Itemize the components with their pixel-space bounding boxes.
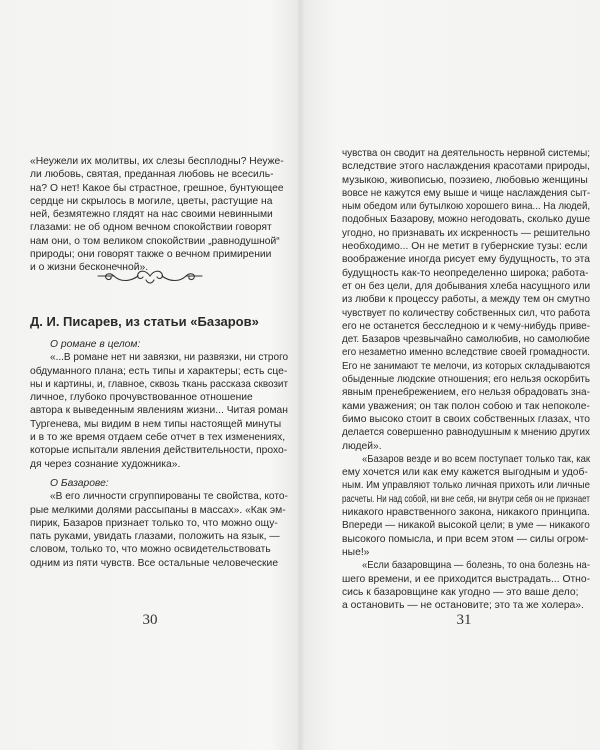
text-line: никакого нравственного закона, никакого принципа.	[342, 507, 590, 519]
text-line: природы; они говорят также о вечном примирении	[30, 249, 272, 261]
text-line: ет он без цели, для добывания хлеба насущного или	[342, 280, 591, 292]
section-bazarov-text	[30, 490, 288, 570]
text-line: Впереди — никакой высокой цели; в уме — никакого	[342, 520, 590, 532]
text-line: «Если базаровщина — болезнь, то она болезнь на-	[362, 560, 591, 572]
article-heading: Д. И. Писарев, из статьи «Базаров»	[30, 314, 259, 329]
text-line: личное, глубоко прочувствованное отношение	[30, 392, 253, 404]
text-line: шего времени, и ее приходится выстрадать... Отно-	[342, 573, 591, 585]
text-line: которые испытали явления действительности, прохо-	[30, 445, 288, 457]
text-line: его незаметно именно вследствие своей громадности.	[342, 347, 591, 359]
text-line: и в то же время отдаем себе отчет в тех изменениях,	[30, 432, 286, 444]
left-article-body	[30, 338, 288, 570]
text-line: ли любовь, святая, преданная любовь не всесиль-	[30, 169, 274, 181]
text-line: вовсе не кажутся ему выше и чище наслаждения сыт-	[342, 187, 591, 199]
page-number-left: 30	[142, 612, 158, 628]
text-line: его не останется бесследною и к чему-нибудь приве-	[342, 320, 591, 332]
opening-quote	[30, 155, 288, 275]
paragraph-2	[342, 453, 590, 559]
text-line: подобных Базарову, можно негодовать, сколько душе	[342, 214, 591, 226]
paragraph-3	[342, 559, 590, 612]
text-line: дет. Базаров чрезвычайно самолюбив, но самолюбие	[342, 334, 590, 346]
text-line: необходимо... Он не метит в губернские тузы: если	[342, 241, 588, 253]
text-line: угодно, но признавать их искренность — решительно	[342, 227, 591, 239]
text-line: «Базаров везде и во всем поступает только так, как	[362, 453, 591, 465]
text-line: чувства он сводит на деятельность нервной системы;	[342, 148, 591, 159]
text-line: ней, безмятежно глядят на нас своими невинными	[30, 209, 273, 221]
text-line: вследствие этого наслаждения красотами природы,	[342, 161, 591, 173]
section-novel-text	[30, 351, 288, 471]
text-line: ные!»	[342, 546, 370, 558]
text-line: Тургенева, мы видим в нем типы настоящей минуты	[30, 418, 282, 430]
text-line: чувствует по количеству собственных сил, что работа	[342, 307, 591, 319]
text-line: ным. Им управляют только личная прихоть или личные	[342, 480, 590, 492]
text-line: пать руками, увидать глазами, положить на язык, —	[30, 531, 280, 543]
text-line: явным пренебрежением, его нельзя обрадовать зна-	[342, 387, 591, 399]
text-line: людей».	[342, 440, 382, 452]
text-line: ему хочется или как ему кажется выгодным и удоб-	[342, 467, 588, 479]
text-line: автора к выведенным явлениям жизни... Читая роман	[30, 405, 288, 417]
text-line: воображение иногда рисует ему будущность, то эта	[342, 254, 590, 266]
section-label-bazarov: О Базарове:	[50, 477, 109, 489]
text-line: нам они, о том великом спокойствии „равнодушной“	[30, 235, 280, 247]
text-line: музыкою, живописью, поэзиею, любовью женщины	[342, 174, 588, 186]
text-line: «В его личности сгруппированы те свойства, кото-	[50, 491, 288, 503]
text-line: сись к базаровщине как угодно — это ваше дело;	[342, 586, 579, 598]
text-line: ны и картины, и, главное, сквозь ткань рассказа сквозит	[30, 378, 288, 390]
right-article-body	[342, 147, 590, 612]
right-page	[300, 0, 600, 750]
text-line: на? О нет! Какое бы страстное, грешное, бунтующее	[30, 182, 284, 194]
paragraph-1	[342, 147, 590, 453]
page-number-right: 31	[456, 612, 472, 628]
text-line: расчеты. Ни над собой, ни вне себя, ни внутри себя он не признает	[342, 493, 590, 505]
text-line: обдуманного плана; есть типы и характеры; есть сце-	[30, 365, 288, 377]
text-line: ками уважения; он так полон собою и так непоколе-	[342, 400, 590, 412]
text-line: а остановить — не остановите; это та же холера».	[342, 600, 584, 612]
text-line: высокого помысла, и при всем этом — силы огром-	[342, 533, 589, 545]
text-line: «...В романе нет ни завязки, ни развязки, ни строго	[50, 352, 289, 364]
text-line: из любви к процессу работы, а между тем он смутно	[342, 294, 591, 306]
section-label-novel: О романе в целом:	[50, 339, 141, 350]
text-line: пирик, Базаров признает только то, что можно ощу-	[30, 517, 278, 529]
text-line: бимо высоко стоит в своих собственных глазах, что	[342, 413, 590, 425]
text-line: ным обедом или бутылкою хорошего вина... На людей,	[342, 201, 591, 213]
text-line: сердце ни скрылось в могиле, цветы, растущие на	[30, 195, 273, 207]
text-line: глазами: не об одном вечном спокойствии говорят	[30, 222, 272, 234]
text-line: делается совершенно равнодушным к мнению других	[342, 427, 590, 439]
text-line: обыденные людские отношения; его нельзя оскорбить	[342, 374, 590, 386]
ornament-divider-icon	[96, 266, 204, 286]
text-line: рые мелкими долями рассыпаны в массах». «Как эм-	[30, 504, 286, 516]
text-line: дя через сознание художника».	[30, 458, 181, 470]
text-line: будущность как-то неопределенно широка; работа-	[342, 267, 589, 279]
text-line: «Неужели их молитвы, их слезы бесплодны? Неуже-	[30, 156, 284, 167]
text-line: Его не занимают те мелочи, из которых складываются	[342, 360, 591, 372]
text-line: одним из пяти чувств. Все остальные человеческие	[30, 557, 279, 569]
text-line: и о жизни бесконечной».	[30, 262, 149, 274]
text-line: словом, только то, что можно освидетельствовать	[30, 544, 271, 556]
